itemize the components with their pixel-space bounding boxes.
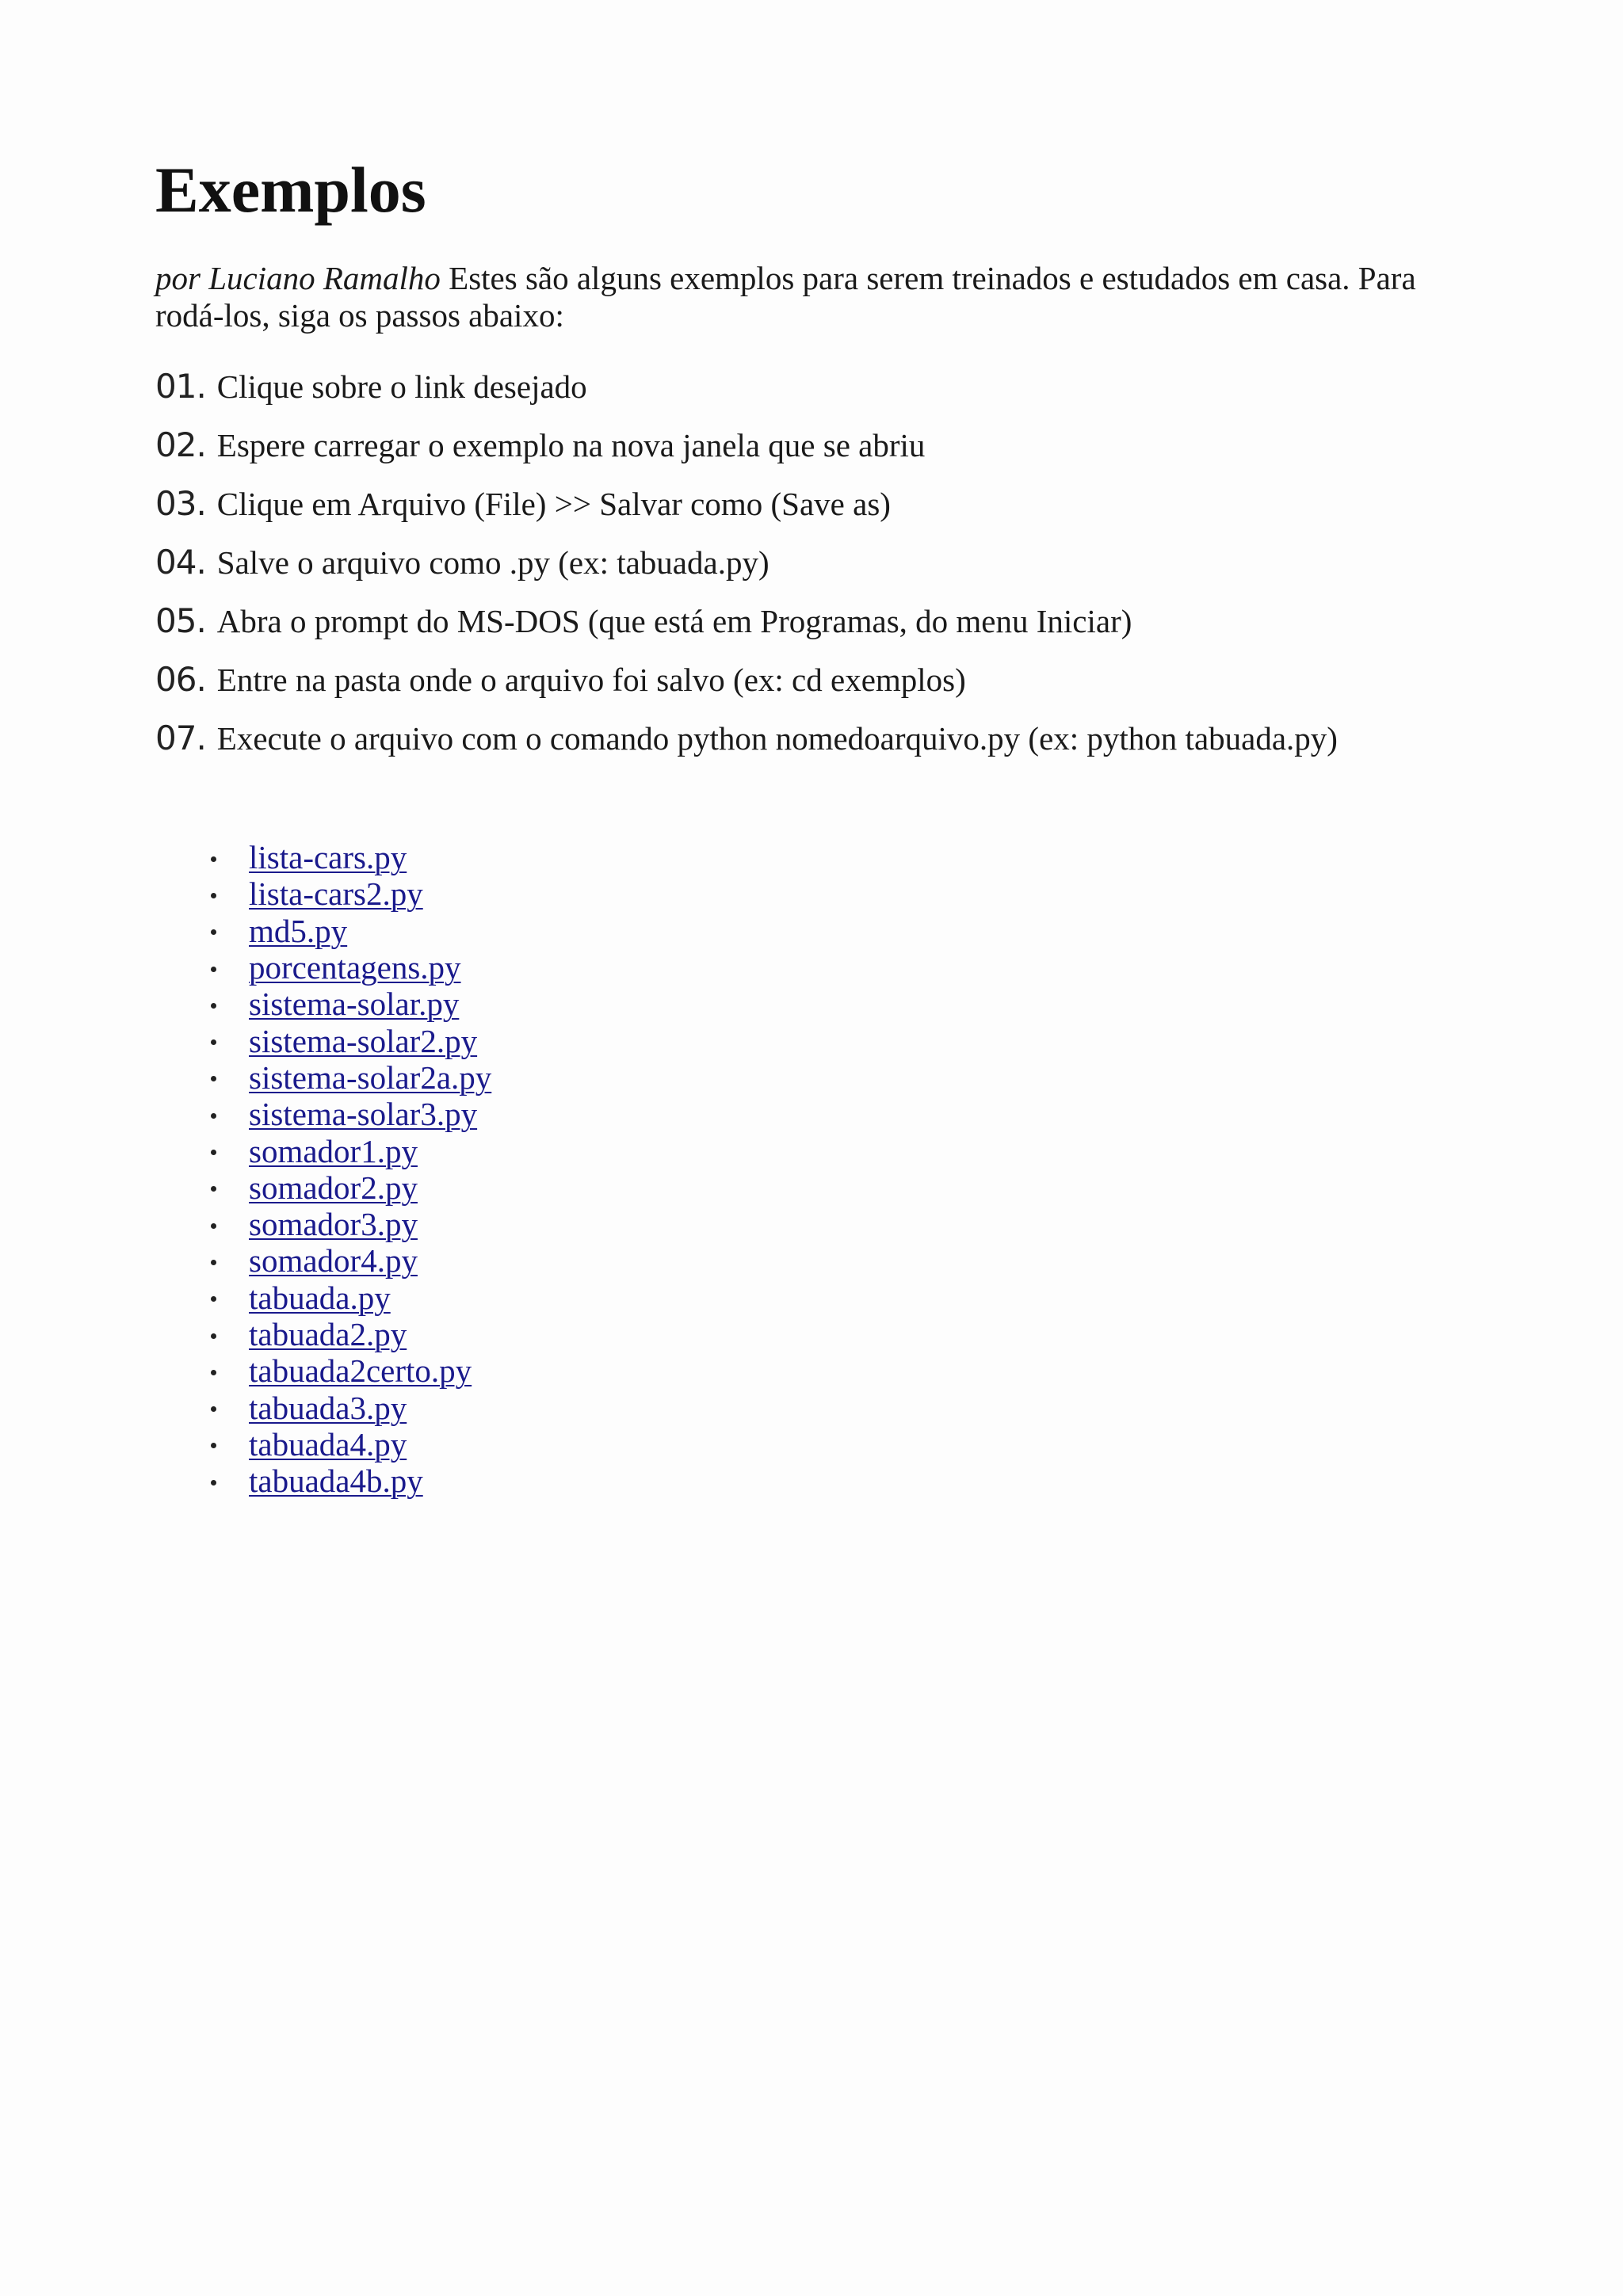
author-byline: por Luciano Ramalho [155,260,441,296]
bullet-icon [211,1223,216,1229]
file-link[interactable]: tabuada4b.py [249,1463,423,1500]
file-link[interactable]: lista-cars.py [249,839,407,876]
intro-text: Estes são alguns exemplos para serem treinados e estudados em casa. Para rodá-los, siga os passos abaixo: [155,260,1416,334]
file-link[interactable]: tabuada.py [249,1279,391,1316]
bullet-icon [211,1443,216,1448]
file-links-list [155,839,1471,1499]
bullet-icon [211,1039,216,1045]
list-item [211,1426,1471,1463]
list-item [211,1389,1471,1425]
step-item [155,484,1471,543]
list-item [211,1206,1471,1242]
file-link[interactable]: porcentagens.py [249,949,461,986]
step-number: 05. [155,601,206,640]
file-link[interactable]: somador3.py [249,1206,418,1243]
step-text: Abra o prompt do MS-DOS (que está em Programas, do menu Iniciar) [216,603,1132,639]
bullet-icon [211,1113,216,1119]
file-link[interactable]: sistema-solar2.py [249,1022,478,1059]
step-text: Clique sobre o link desejado [216,368,587,405]
step-text: Espere carregar o exemplo na nova janela que se abriu [216,427,926,463]
step-text: Entre na pasta onde o arquivo foi salvo (ex: cd exemplos) [216,662,966,698]
bullet-icon [211,1186,216,1192]
step-item [155,719,1471,777]
step-number: 04. [155,543,206,582]
file-link[interactable]: lista-cars2.py [249,875,423,913]
step-text: Clique em Arquivo (File) >> Salvar como (Save as) [216,486,891,522]
list-item [211,986,1471,1022]
bullet-icon [211,967,216,972]
page-title: Exemplos [155,154,426,226]
step-item [155,543,1471,601]
bullet-icon [211,1370,216,1375]
list-item [211,1096,1471,1132]
bullet-icon [211,1296,216,1302]
file-link[interactable]: md5.py [249,912,348,949]
step-number: 02. [155,425,206,464]
step-number: 06. [155,660,206,699]
list-item [211,1352,1471,1389]
step-text: Salve o arquivo como .py (ex: tabuada.py) [216,544,769,581]
step-number: 07. [155,719,206,757]
document-page [155,151,1471,1499]
file-link[interactable]: tabuada4.py [249,1425,407,1463]
file-link[interactable]: somador4.py [249,1242,418,1280]
list-item [211,1059,1471,1096]
bullet-icon [211,893,216,898]
bullet-icon [211,929,216,935]
bullet-icon [211,1076,216,1081]
list-item [211,1132,1471,1169]
file-link[interactable]: somador1.py [249,1132,418,1169]
file-link[interactable]: tabuada2.py [249,1316,407,1353]
bullet-icon [211,1406,216,1412]
file-link[interactable]: tabuada3.py [249,1389,407,1426]
step-text: Execute o arquivo com o comando python nomedoarquivo.py (ex: python tabuada.py) [216,720,1338,757]
step-item [155,660,1471,719]
step-item [155,601,1471,660]
step-number: 01. [155,367,206,406]
list-item [211,913,1471,949]
file-link[interactable]: somador2.py [249,1169,418,1206]
list-item [211,949,1471,986]
step-number: 03. [155,484,206,523]
bullet-icon [211,1003,216,1009]
bullet-icon [211,856,216,862]
file-link[interactable]: sistema-solar2a.py [249,1058,492,1096]
list-item [211,875,1471,912]
file-link[interactable]: sistema-solar3.py [249,1096,478,1133]
list-item [211,1463,1471,1499]
bullet-icon [211,1260,216,1265]
list-item [211,1022,1471,1058]
list-item [211,839,1471,875]
step-item [155,425,1471,484]
file-link[interactable]: sistema-solar.py [249,986,460,1023]
bullet-icon [211,1480,216,1486]
list-item [211,1316,1471,1352]
bullet-icon [211,1150,216,1155]
bullet-icon [211,1333,216,1339]
steps-list [155,367,1471,777]
list-item [211,1242,1471,1279]
step-item [155,367,1471,425]
file-link[interactable]: tabuada2certo.py [249,1352,472,1390]
list-item [211,1280,1471,1316]
list-item [211,1169,1471,1206]
intro-paragraph [155,260,1471,334]
